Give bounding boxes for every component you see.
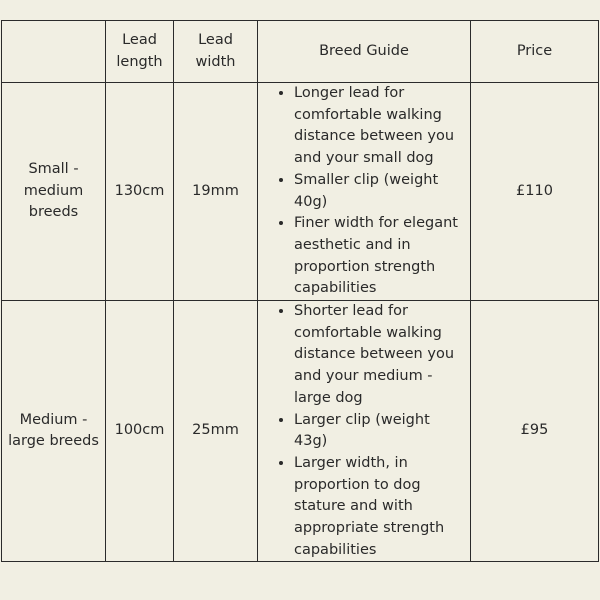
table-row [2,83,599,301]
breed-guide-item: • Larger width, in proportion to dog stature and with appropriate strength capabilities [294,453,464,562]
price-cell: £110 [471,83,599,301]
breed-guide-list [258,83,464,300]
lead-length-cell: 130cm [106,83,174,301]
breed-guide-item: • Larger clip (weight 43g) [294,410,464,453]
table-row [2,301,599,562]
product-comparison-table [1,20,599,562]
table-header-row [2,21,599,83]
lead-length-cell: 100cm [106,301,174,562]
breed-guide-item: • Smaller clip (weight 40g) [294,170,464,213]
header-lead-length: Lead length [106,21,174,83]
breed-guide-cell [258,83,471,301]
price-cell: £95 [471,301,599,562]
breed-guide-item: • Finer width for elegant aesthetic and in proportion strength capabilities [294,213,464,300]
breed-guide-item: • Shorter lead for comfortable walking distance between you and your medium - large dog [294,301,464,410]
lead-width-cell: 19mm [174,83,258,301]
breed-cell: Medium - large breeds [2,301,106,562]
header-lead-width: Lead width [174,21,258,83]
breed-cell: Small - medium breeds [2,83,106,301]
lead-width-cell: 25mm [174,301,258,562]
breed-guide-cell [258,301,471,562]
header-breed-guide: Breed Guide [258,21,471,83]
header-blank [2,21,106,83]
breed-guide-item: • Longer lead for comfortable walking distance between you and your small dog [294,83,464,170]
breed-guide-list [258,301,464,561]
header-price: Price [471,21,599,83]
